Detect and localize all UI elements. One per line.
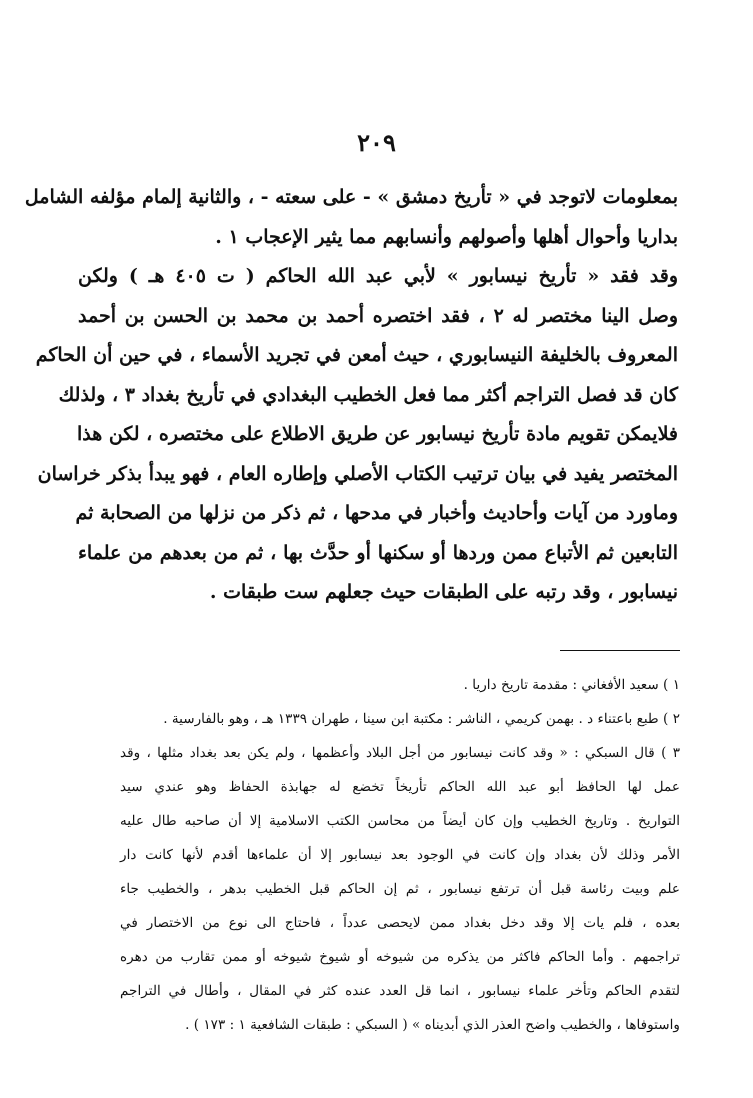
body-line: فلايمكن تقويم مادة تأريخ نيسابور عن طريق الاطلاع على مختصره ، لكن هذا <box>76 423 678 445</box>
footnote-line: لتقدم الحاكم وتأخر علماء نيسابور ، انما قل العدد عنده كثر في المقال ، وأطال في التراجم <box>120 983 680 999</box>
footnote-line: عمل لها الحافظ أبو عبد الله الحاكم تأريخاً تخضع له جهابذة الحفاظ وهو عندي سيد <box>120 779 680 795</box>
footnote-divider <box>560 650 680 651</box>
footnote-line: ٢ ) طبع باعتناء د . بهمن كريمي ، الناشر : مكتبة ابن سينا ، طهران ١٣٣٩ هـ ، وهو بالفارسية . <box>163 711 680 727</box>
body-line: وماورد من آيات وأحاديث وأخبار في مدحها ، ثم ذكر من نزلها من الصحابة ثم <box>75 502 678 524</box>
body-line: كان قد فصل التراجم أكثر مما فعل الخطيب البغدادي في تأريخ بغداد ٣ ، ولذلك <box>58 383 678 406</box>
footnote-line: ١ ) سعيد الأفغاني : مقدمة تاريخ داريا . <box>463 677 680 693</box>
body-line: بداريا وأحوال أهلها وأصولهم وأنسابهم مما يثير الإعجاب ١ . <box>215 225 678 248</box>
footnote-line: التواريخ . وتاريخ الخطيب وإن كان أيضاً من محاسن الكتب الاسلامية إلا أن صاحبه طال عليه <box>120 813 680 829</box>
footnote-line: الأمر وذلك لأن بغداد وإن كانت في الوجود بعد نيسابور إلا أن علماءها أقدم لأنها كانت دار <box>120 847 680 863</box>
body-line: نيسابور ، وقد رتبه على الطبقات حيث جعلهم ست طبقات . <box>209 581 678 603</box>
body-line: المختصر يفيد في بيان ترتيب الكتاب الأصلي وإطاره العام ، فهو يبدأ بذكر خراسان <box>37 462 678 485</box>
footnote-line: واستوفاها ، والخطيب واضح العذر الذي أبديناه » ( السبكي : طبقات الشافعية ١ : ١٧٣ ) . <box>185 1017 680 1033</box>
body-line: وصل الينا مختصر له ٢ ، فقد اختصره أحمد بن محمد بن الحسن بن أحمد <box>78 304 679 327</box>
page-number: ٢٠٩ <box>357 128 396 157</box>
body-line: التابعين ثم الأتباع ممن وردها أو سكنها أو حدَّث بها ، ثم من بعدهم من علماء <box>78 541 678 564</box>
footnote-line: علم وبيت رئاسة قبل أن ترتفع نيسابور ، ثم إن الحاكم قبل الخطيب بدهر ، والخطيب جاء <box>120 881 680 897</box>
footnote-line: بعده ، فلم يات إلا وقد دخل بغداد ممن لايحصى عدداً ، فاحتاج الى نوع من الاختصار في <box>120 915 680 931</box>
body-line: وقد فقد « تأريخ نيسابور » لأبي عبد الله الحاكم ( ت ٤٠٥ هـ ) ولكن <box>78 265 678 287</box>
body-line: بمعلومات لاتوجد في « تأريخ دمشق » - على سعته - ، والثانية إلمام مؤلفه الشامل <box>24 186 678 208</box>
footnote-line: ٣ ) قال السبكي : « وقد كانت نيسابور من أجل البلاد وأعظمها ، ولم يكن بعد بغداد مثلها ، وقد <box>120 745 680 761</box>
footnotes <box>120 668 680 1042</box>
body-line: المعروف بالخليفة النيسابوري ، حيث أمعن في تجريد الأسماء ، في حين أن الحاكم <box>35 344 678 366</box>
footnote-line: تراجمهم . وأما الحاكم فاكثر من يذكره من شيوخه أو شيوخ شيوخه أو ممن تقارب من دهره <box>120 949 680 965</box>
body-text <box>24 178 679 613</box>
